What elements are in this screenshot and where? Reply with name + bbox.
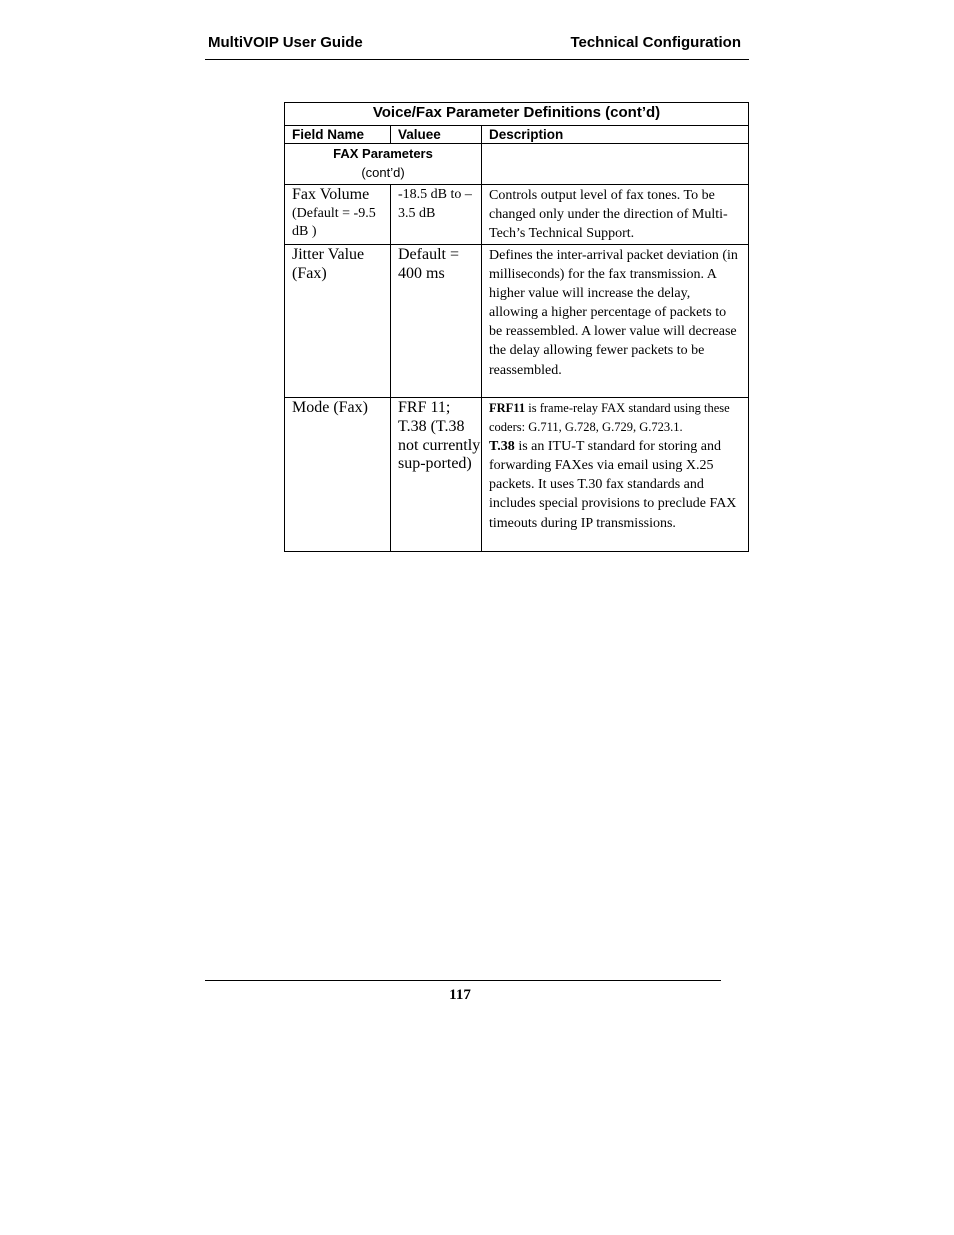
field-name-cell bbox=[285, 185, 391, 245]
section-title: FAX Parameters bbox=[333, 146, 433, 161]
description-cell: Defines the inter-arrival packet deviation (in milliseconds) for the fax transmission. A higher value will increase the delay, allowing a higher percentage of packets to be reassembled. A lower value will decrease the delay allowing fewer packets to be reassembled. bbox=[482, 245, 749, 398]
frf11-definition: is frame-relay FAX standard using these coders: G.711, G.728, G.729, G.723.1. bbox=[489, 401, 730, 435]
field-name-cell: Mode (Fax) bbox=[285, 398, 391, 552]
section-subtitle: (cont’d) bbox=[361, 165, 405, 180]
t38-term: T.38 bbox=[489, 439, 515, 455]
table-row bbox=[285, 185, 749, 245]
parameter-definitions-table bbox=[284, 102, 749, 552]
header-document-title: MultiVOIP User Guide bbox=[208, 34, 363, 51]
header-section-title: Technical Configuration bbox=[570, 34, 741, 51]
table-row bbox=[285, 398, 749, 552]
column-header-value: Valuee bbox=[391, 126, 482, 144]
page-number: 117 bbox=[449, 987, 471, 1003]
field-default-note: (Default = -9.5 dB ) bbox=[292, 205, 376, 239]
footer-divider bbox=[205, 980, 721, 981]
description-cell bbox=[482, 398, 749, 552]
frf11-term: FRF11 bbox=[489, 401, 526, 415]
page-header bbox=[205, 33, 749, 60]
table-row bbox=[285, 245, 749, 398]
column-header-field-name: Field Name bbox=[285, 126, 391, 144]
section-description-empty bbox=[482, 144, 749, 185]
column-header-description: Description bbox=[482, 126, 749, 144]
description-cell: Controls output level of fax tones. To be changed only under the direction of Multi-Tech’s Technical Support. bbox=[482, 185, 749, 245]
table-header-row bbox=[285, 126, 749, 144]
value-cell: -18.5 dB to –3.5 dB bbox=[391, 185, 482, 245]
field-name: Fax Volume bbox=[292, 186, 370, 203]
value-cell: FRF 11; T.38 (T.38 not currently sup-ported) bbox=[391, 398, 482, 552]
table-title: Voice/Fax Parameter Definitions (cont’d) bbox=[285, 103, 749, 126]
t38-definition: is an ITU-T standard for storing and forwarding FAXes via email using X.25 packets. It uses T.30 fax standards and includes special provisions to preclude FAX timeouts during IP transmissions. bbox=[489, 439, 737, 531]
section-heading bbox=[285, 144, 482, 185]
field-name-cell: Jitter Value (Fax) bbox=[285, 245, 391, 398]
value-cell: Default = 400 ms bbox=[391, 245, 482, 398]
section-row bbox=[285, 144, 749, 185]
